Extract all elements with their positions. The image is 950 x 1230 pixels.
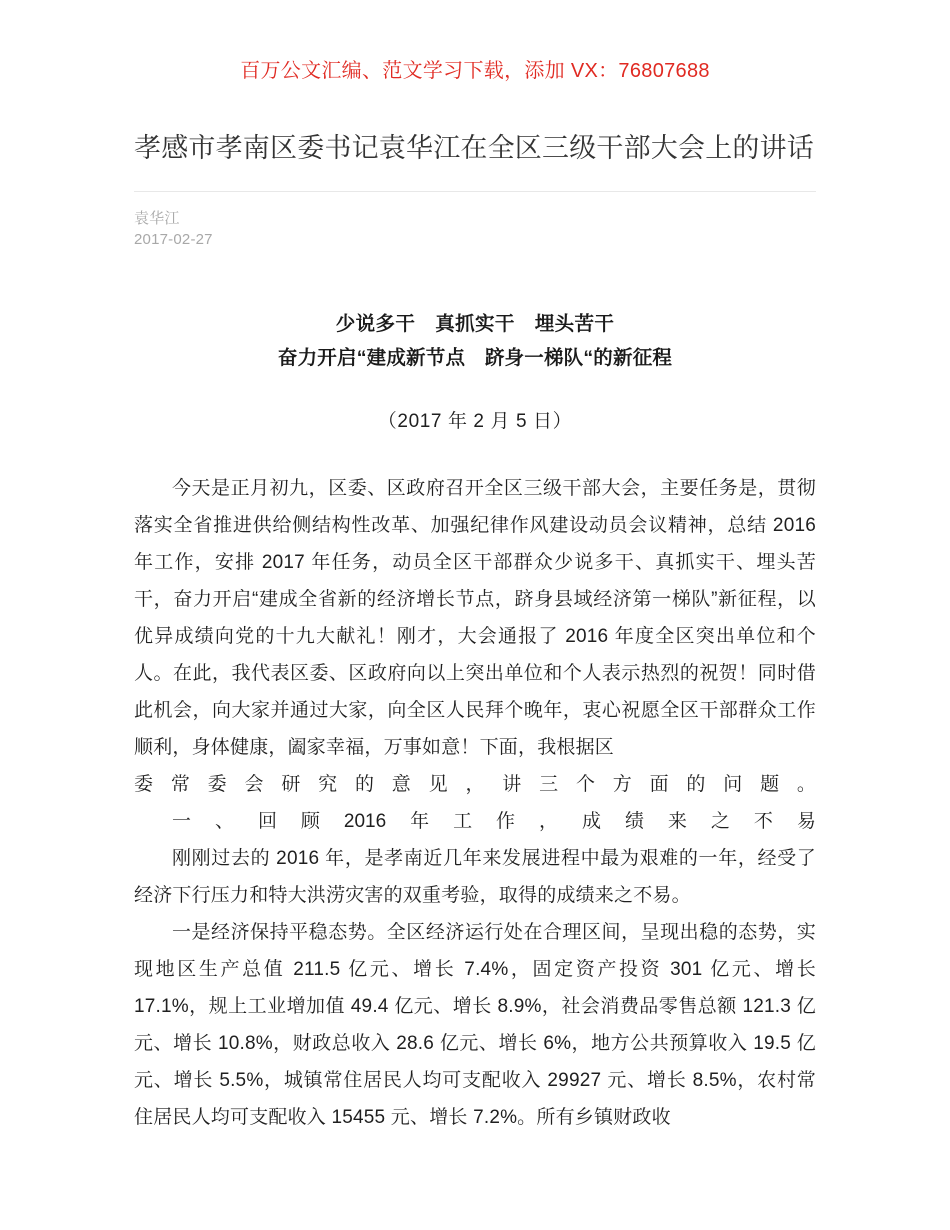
paragraph-intro: 今天是正月初九，区委、区政府召开全区三级干部大会，主要任务是，贯彻落实全省推进供给侧结构性改革、加强纪律作风建设动员会议精神，总结 2016 年工作，安排 2017 年任务，动员全区干部群众少说多干、真抓实干、埋头苦干，奋力开启“建成全省新的经济增长节点，跻身县域经济第一梯队”新征程，以优异成绩向党的十九大献礼！刚才，大会通报了 2016 年度全区突出单位和个人。在此，我代表区委、区政府向以上突出单位和个人表示热烈的祝贺！同时借此机会，向大家并通过大家，向全区人民拜个晚年，衷心祝愿全区干部群众工作顺利，身体健康，阖家幸福，万事如意！下面，我根据区 — [134, 478, 816, 758]
article-header — [134, 84, 816, 250]
subtitle-line-1: 少说多干 真抓实干 埋头苦干 — [335, 313, 615, 335]
subtitle-line-2: 奋力开启“建成新节点 跻身一梯队“的新征程 — [277, 347, 673, 369]
page-title: 孝感市孝南区委书记袁华江在全区三级干部大会上的讲话 — [134, 133, 814, 163]
article-meta — [134, 192, 816, 250]
speech-date: （2017 年 2 月 5 日） — [377, 411, 573, 432]
publish-date: 2017-02-27 — [134, 231, 213, 248]
promo-banner: 百万公文汇编、范文学习下载，添加 VX：76807688 — [240, 60, 710, 82]
section-heading-1: 一 、 回 顾 2016 年 工 作 ， 成 绩 来 之 不 易 — [172, 811, 816, 832]
author-name: 袁华江 — [134, 210, 180, 227]
paragraph-economy: 一是经济保持平稳态势。全区经济运行处在合理区间，呈现出稳的态势，实现地区生产总值 211.5 亿元、增长 7.4%，固定资产投资 301 亿元、增长 17.1%，规上工业增加值 49.4 亿元、增长 8.9%，社会消费品零售总额 121.3 亿元、增长 10.8%，财政总收入 28.6 亿元、增长 6%，地方公共预算收入 19.5 亿元、增长 5.5%，城镇常住居民人均可支配收入 29927 元、增长 8.5%，农村常住居民人均可支配收入 15455 元、增长 7.2%。所有乡镇财政收 — [134, 922, 816, 1128]
paragraph-2016-review: 刚刚过去的 2016 年，是孝南近几年来发展进程中最为艰难的一年，经受了经济下行压力和特大洪涝灾害的双重考验，取得的成绩来之不易。 — [134, 848, 816, 906]
speech-subtitle — [134, 307, 816, 375]
paragraph-intro-lastline: 委 常 委 会 研 究 的 意 见 ， 讲 三 个 方 面 的 问 题 。 — [134, 774, 816, 795]
document-body — [134, 250, 816, 1136]
